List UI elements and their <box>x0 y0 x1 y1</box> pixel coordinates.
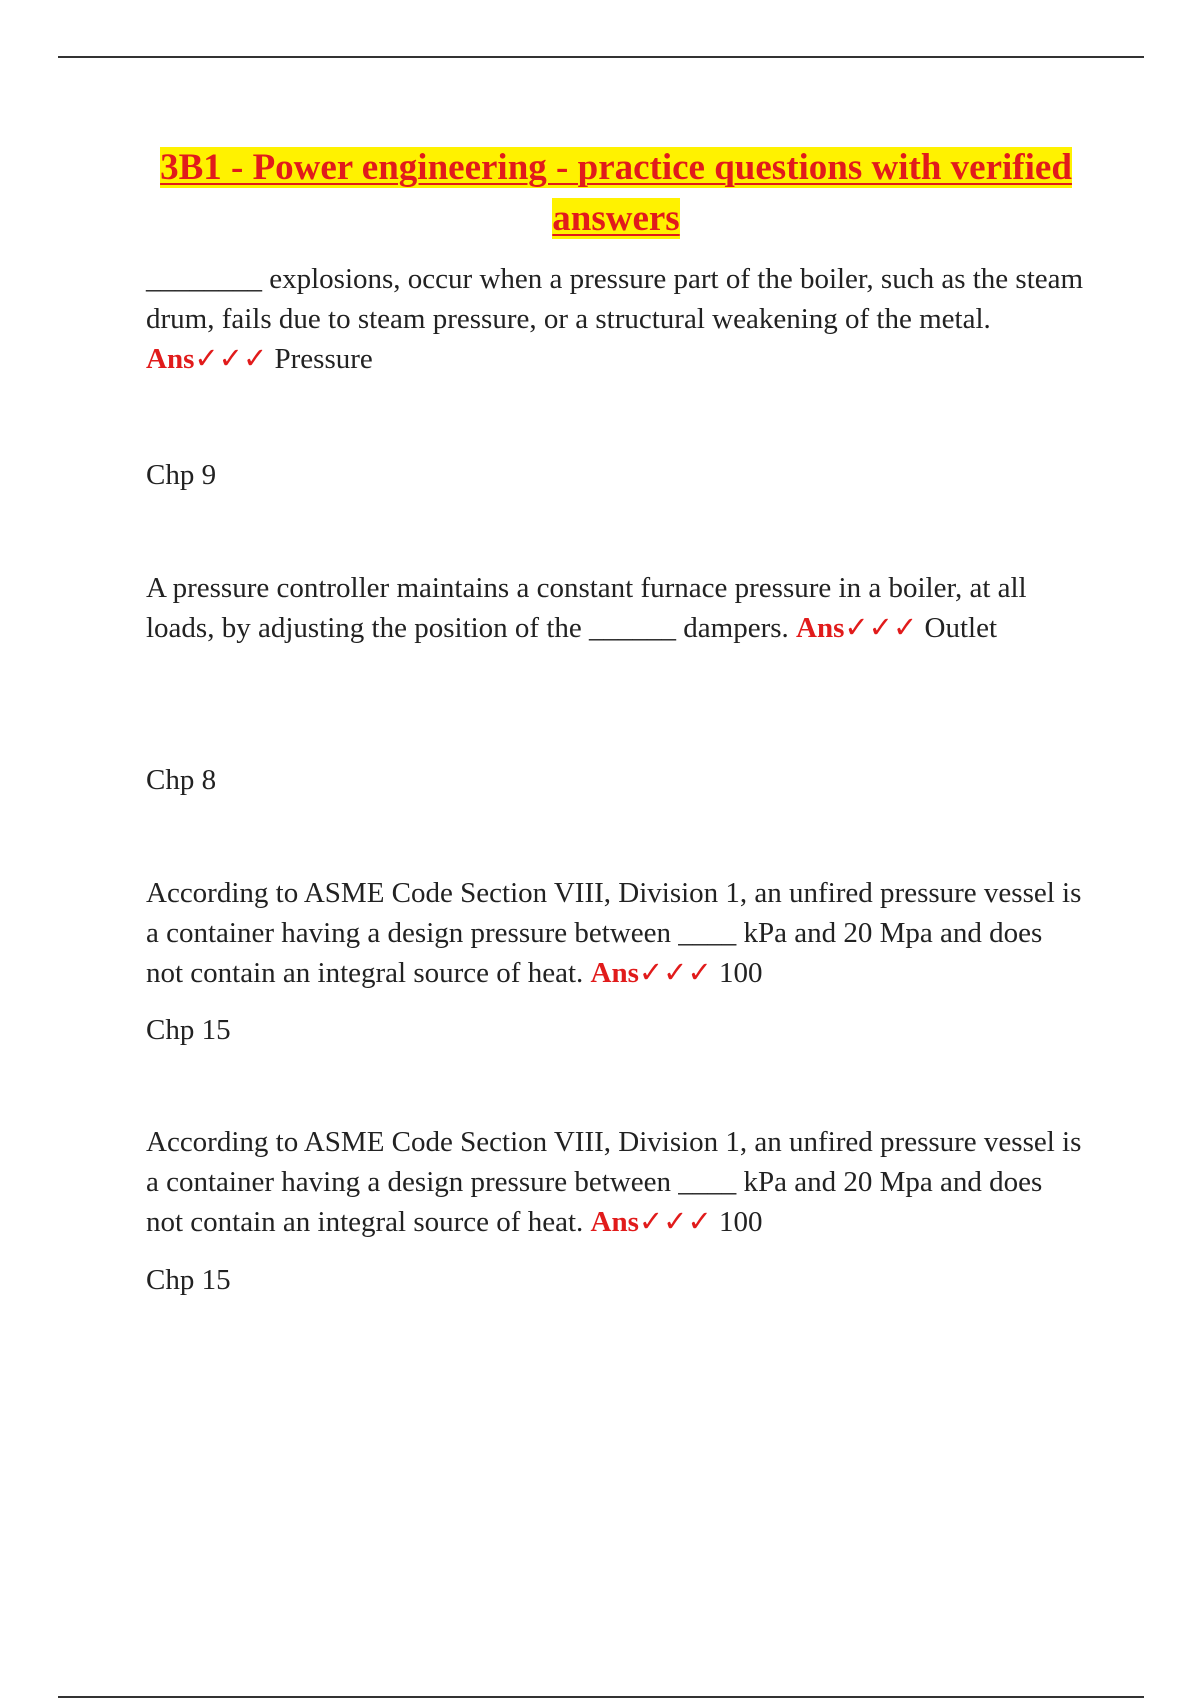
document-title-text: 3B1 - Power engineering - practice questions with verified answers <box>160 147 1072 239</box>
question-body: ________ explosions, occur when a pressure part of the boiler, such as the steam drum, fails due to steam pressure, or a structural weakening of the metal. <box>146 263 1084 335</box>
question-text <box>146 568 1086 648</box>
header-rule <box>58 56 1144 58</box>
answer-value: Outlet <box>924 612 998 644</box>
answer-label: Ans <box>146 343 195 375</box>
checkmark-icon: ✓✓✓ <box>638 1206 712 1238</box>
chapter-label: Chp 15 <box>146 1014 231 1046</box>
chapter-ref-4 <box>146 1260 1086 1300</box>
chapter-ref-1 <box>146 455 1086 495</box>
chapter-ref-2 <box>146 760 1086 800</box>
question-body: According to ASME Code Section VIII, Division 1, an unfired pressure vessel is a container having a design pressure between ____ kPa and 20 Mpa and does not contain an integral source of heat. <box>146 877 1082 989</box>
chapter-label: Chp 15 <box>146 1264 231 1296</box>
question-body: According to ASME Code Section VIII, Division 1, an unfired pressure vessel is a container having a design pressure between ____ kPa and 20 Mpa and does not contain an integral source of heat. <box>146 1126 1082 1238</box>
chapter-ref-3 <box>146 1010 1086 1050</box>
question-text <box>146 873 1086 993</box>
checkmark-icon: ✓✓✓ <box>844 612 918 644</box>
answer-value: 100 <box>719 1206 763 1238</box>
question-text <box>146 259 1086 379</box>
qa-item-2 <box>146 568 1086 648</box>
qa-item-3 <box>146 873 1086 993</box>
answer-value: 100 <box>719 957 763 989</box>
answer-label: Ans <box>590 957 639 989</box>
checkmark-icon: ✓✓✓ <box>638 957 712 989</box>
answer-value: Pressure <box>274 343 373 375</box>
checkmark-icon: ✓✓✓ <box>194 343 268 375</box>
chapter-label: Chp 8 <box>146 764 217 796</box>
answer-label: Ans <box>590 1206 639 1238</box>
chapter-label: Chp 9 <box>146 459 217 491</box>
qa-item-4 <box>146 1122 1086 1242</box>
question-body: A pressure controller maintains a constant furnace pressure in a boiler, at all loads, by adjusting the position of the ______ dampers. <box>146 572 1027 644</box>
document-title <box>146 142 1086 244</box>
question-text <box>146 1122 1086 1242</box>
answer-label: Ans <box>796 612 845 644</box>
qa-item-1 <box>146 259 1086 379</box>
footer-rule <box>58 1696 1144 1698</box>
